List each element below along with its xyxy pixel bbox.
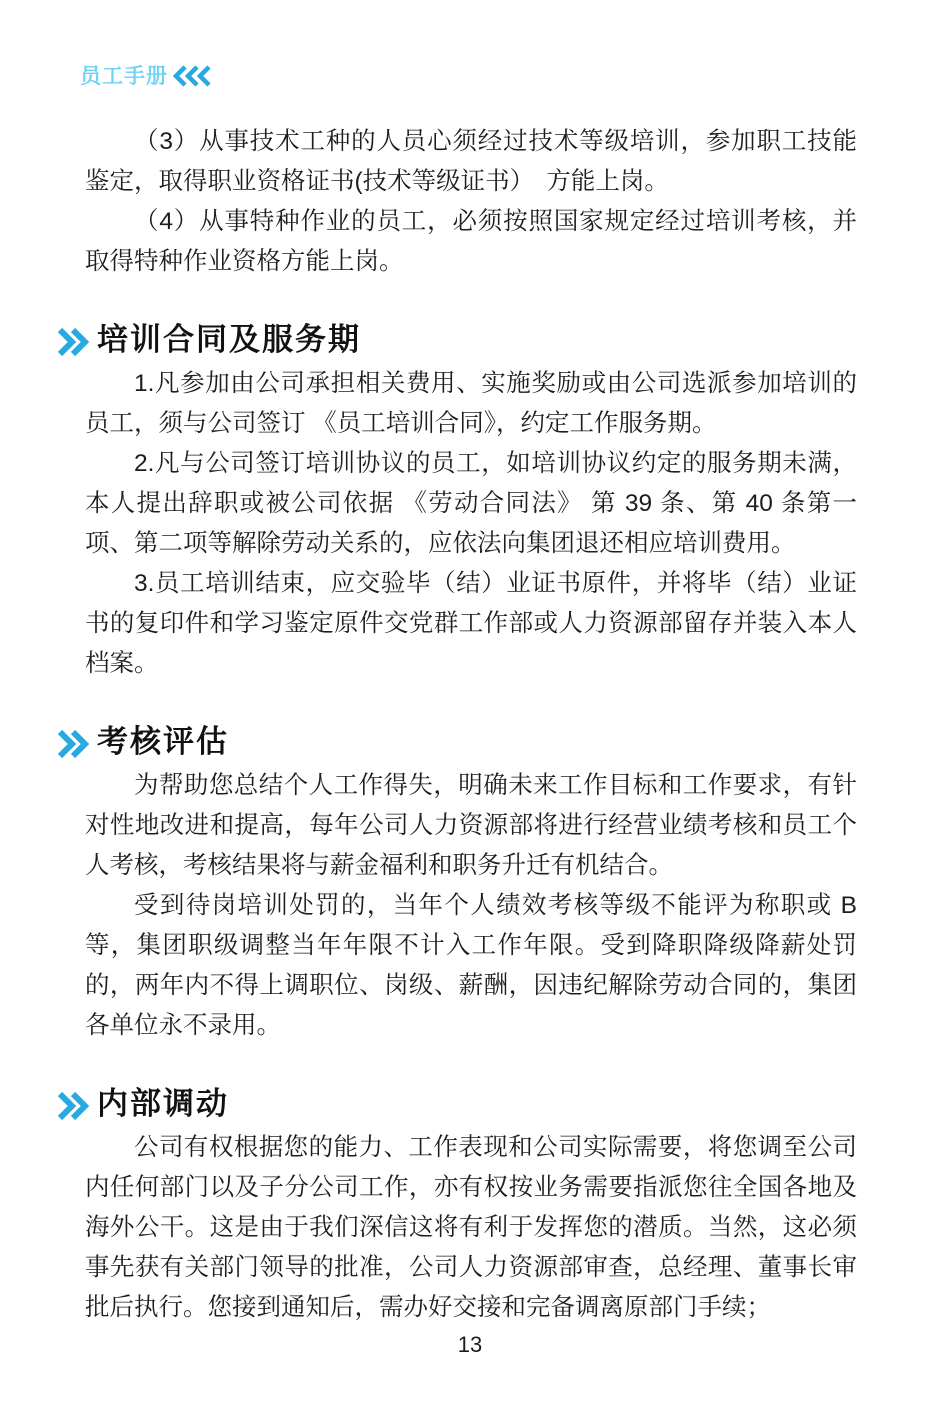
double-right-chevron-icon <box>57 730 89 758</box>
paragraph: （3）从事技术工种的人员心须经过技术等级培训，参加职工技能鉴定，取得职业资格证书(技术等级证书） 方能上岗。 <box>85 128 857 195</box>
paragraph: （4）从事特种作业的员工，必须按照国家规定经过培训考核，并取得特种作业资格方能上岗。 <box>85 208 857 275</box>
page-number: 13 <box>457 1332 483 1357</box>
page-content <box>85 122 857 1328</box>
section-heading-training-contract <box>57 316 857 364</box>
double-right-chevron-icon <box>57 1092 89 1120</box>
page-header <box>80 60 214 90</box>
section-heading-label: 培训合同及服务期 <box>97 322 361 357</box>
paragraph: 3.员工培训结束，应交验毕（结）业证书原件，并将毕（结）业证书的复印件和学习鉴定原件交党群工作部或人力资源部留存并装入本人档案。 <box>85 570 857 677</box>
paragraph: 受到待岗培训处罚的，当年个人绩效考核等级不能评为称职或 B 等，集团职级调整当年年限不计入工作年限。受到降职降级降薪处罚的，两年内不得上调职位、岗级、薪酬，因违纪解除劳动合同的，集团各单位永不录用。 <box>85 892 857 1039</box>
triple-left-chevron-icon <box>172 65 214 87</box>
page-footer <box>0 1332 940 1358</box>
section-heading-assessment <box>57 718 857 766</box>
section-heading-label: 考核评估 <box>97 724 229 759</box>
paragraph: 为帮助您总结个人工作得失，明确未来工作目标和工作要求，有针对性地改进和提高，每年公司人力资源部将进行经营业绩考核和员工个人考核，考核结果将与薪金福利和职务升迁有机结合。 <box>85 772 857 879</box>
paragraph: 1.凡参加由公司承担相关费用、实施奖励或由公司选派参加培训的员工，须与公司签订 《员工培训合同》，约定工作服务期。 <box>85 370 857 437</box>
header-title: 员工手册 <box>80 65 168 88</box>
section-heading-label: 内部调动 <box>97 1086 229 1121</box>
double-right-chevron-icon <box>57 328 89 356</box>
section-heading-internal-transfer <box>57 1080 857 1128</box>
paragraph: 公司有权根据您的能力、工作表现和公司实际需要，将您调至公司内任何部门以及子分公司工作，亦有权按业务需要指派您往全国各地及海外公干。这是由于我们深信这将有利于发挥您的潜质。当然，这必须事先获有关部门领导的批准，公司人力资源部审查，总经理、董事长审批后执行。您接到通知后，需办好交接和完备调离原部门手续； <box>85 1134 857 1321</box>
paragraph: 2.凡与公司签订培训协议的员工，如培训协议约定的服务期未满，本人提出辞职或被公司依据 《劳动合同法》 第 39 条、第 40 条第一项、第二项等解除劳动关系的，应依法向集团退还相应培训费用。 <box>85 450 857 557</box>
